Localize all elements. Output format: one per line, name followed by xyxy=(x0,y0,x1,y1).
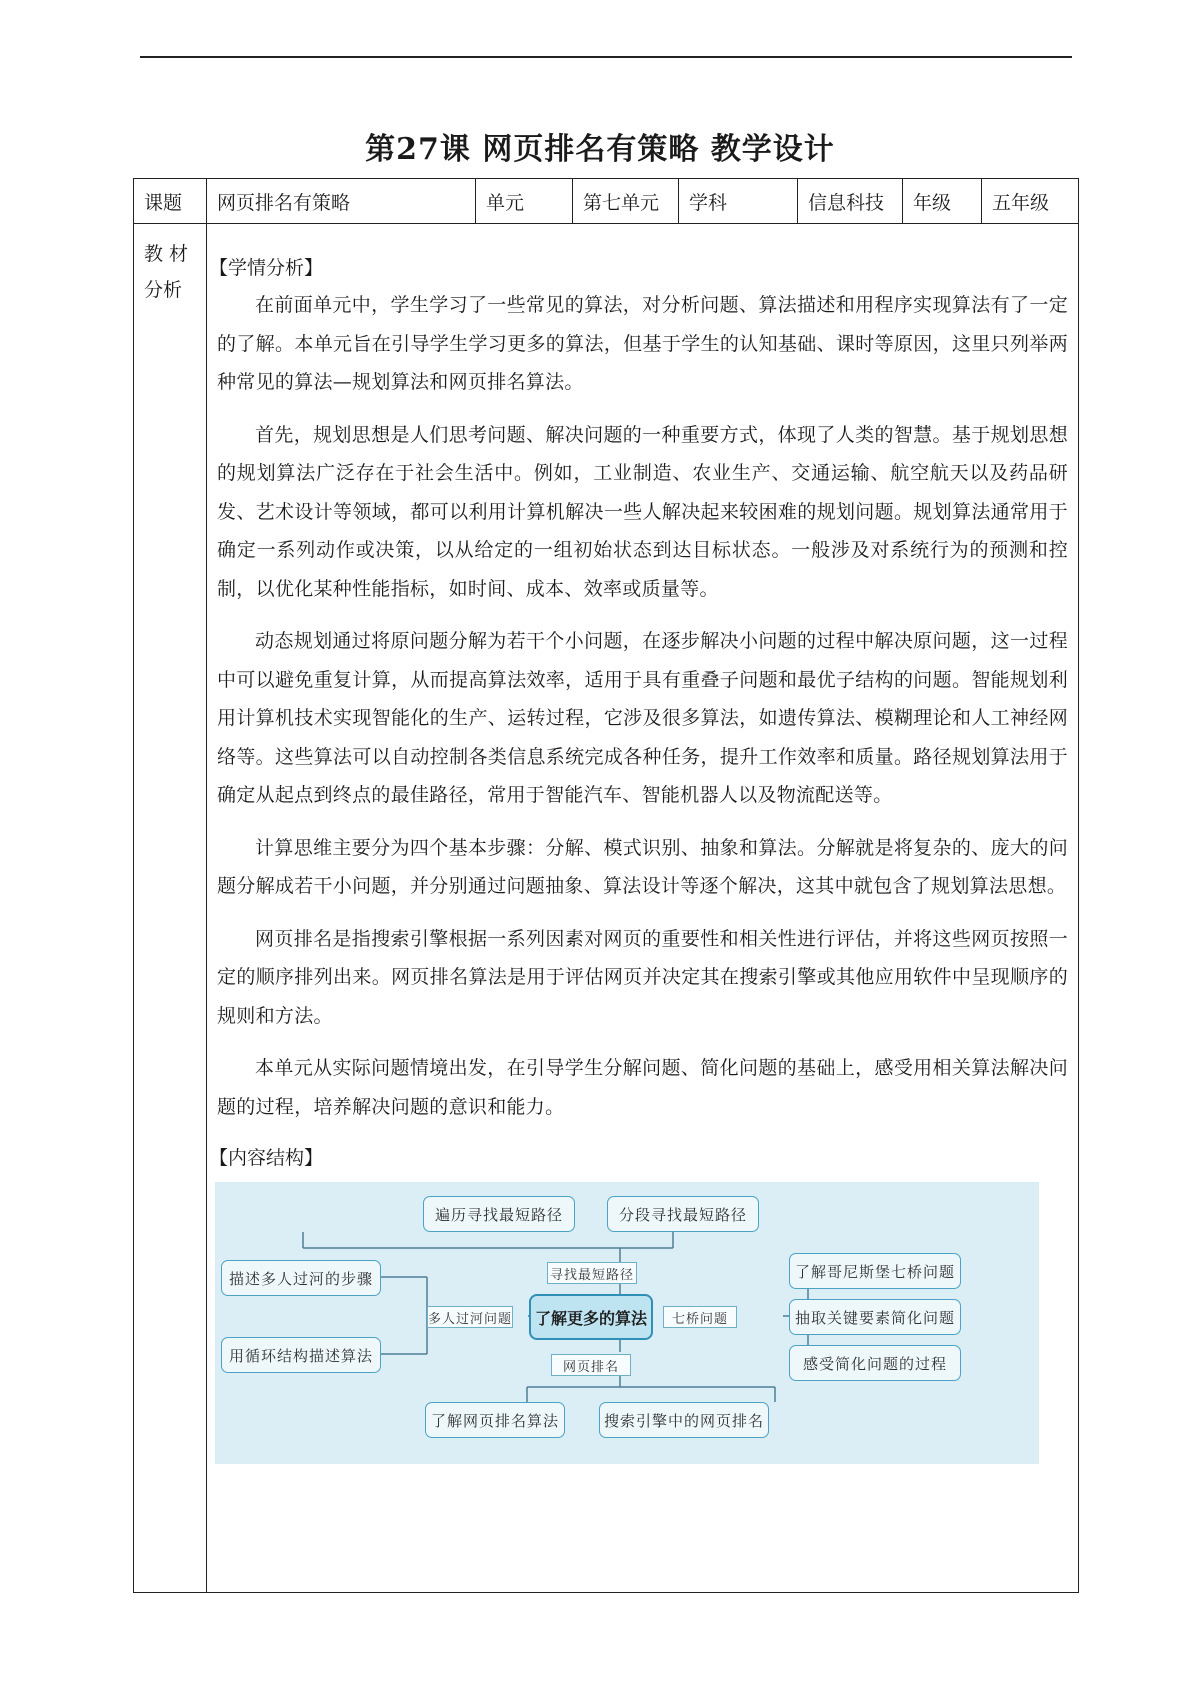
paragraph: 动态规划通过将原问题分解为若干个小问题，在逐步解决小问题的过程中解决原问题，这一过程中可以避免重复计算，从而提高算法效率，适用于具有重叠子问题和最优子结构的问题。智能规划利用计算机技术实现智能化的生产、运转过程，它涉及很多算法，如遗传算法、模糊理论和人工神经网络等。这些算法可以自动控制各类信息系统完成各种任务，提升工作效率和质量。路径规划算法用于确定从起点到终点的最佳路径，常用于智能汽车、智能机器人以及物流配送等。 xyxy=(217,630,1068,806)
label-unit: 单元 xyxy=(476,179,573,224)
label-grade: 年级 xyxy=(903,179,982,224)
mindmap-node-simplify-process: 感受简化问题的过程 xyxy=(789,1345,961,1381)
content-row xyxy=(134,224,1079,1593)
paragraph: 在前面单元中，学生学习了一些常见的算法，对分析问题、算法描述和用程序实现算法有了一定的了解。本单元旨在引导学生学习更多的算法，但基于学生的认知基础、课时等原因，这里只列举两种常见的算法—规划算法和网页排名算法。 xyxy=(217,294,1068,393)
paragraph: 计算思维主要分为四个基本步骤：分解、模式识别、抽象和算法。分解就是将复杂的、庞大的问题分解成若干小问题，并分别通过问题抽象、算法设计等逐个解决，这其中就包含了规划算法思想。 xyxy=(217,836,1068,897)
section-heading-content-structure: 【内容结构】 xyxy=(209,1147,324,1169)
analysis-content xyxy=(207,224,1079,1593)
mindmap-node-traverse-shortest-path: 遍历寻找最短路径 xyxy=(423,1196,575,1232)
value-grade: 五年级 xyxy=(982,179,1079,224)
label-topic: 课题 xyxy=(134,179,207,224)
label-subject: 学科 xyxy=(679,179,798,224)
mindmap-label-page-rank: 网页排名 xyxy=(551,1354,631,1376)
document-title: 第27课 网页排名有策略 教学设计 xyxy=(365,132,835,167)
section-heading-learner-analysis: 【学情分析】 xyxy=(209,257,324,279)
mindmap-center-node: 了解更多的算法 xyxy=(529,1294,653,1340)
analysis-label-line1: 教 材 xyxy=(144,243,189,265)
mindmap-node-loop-structure: 用循环结构描述算法 xyxy=(221,1337,381,1373)
paragraph: 本单元从实际问题情境出发，在引导学生分解问题、简化问题的基础上，感受用相关算法解决问题的过程，培养解决问题的意识和能力。 xyxy=(217,1057,1068,1118)
content-structure-mindmap xyxy=(215,1182,1039,1464)
mindmap-node-key-elements: 抽取关键要素简化问题 xyxy=(789,1299,961,1335)
value-topic: 网页排名有策略 xyxy=(207,179,476,224)
paragraph: 首先，规划思想是人们思考问题、解决问题的一种重要方式，体现了人类的智慧。基于规划思想的规划算法广泛存在于社会生活中。例如，工业制造、农业生产、交通运输、航空航天以及药品研发、艺术设计等领域，都可以利用计算机解决一些人解决起来较困难的规划问题。规划算法通常用于确定一系列动作或决策，以从给定的一组初始状态到达目标状态。一般涉及对系统行为的预测和控制，以优化某种性能指标，如时间、成本、效率或质量等。 xyxy=(217,423,1068,600)
value-subject: 信息科技 xyxy=(798,179,903,224)
mindmap-node-konigsberg: 了解哥尼斯堡七桥问题 xyxy=(789,1253,961,1289)
value-unit: 第七单元 xyxy=(573,179,679,224)
mindmap-label-find-shortest-path: 寻找最短路径 xyxy=(547,1262,637,1284)
analysis-label-line2: 分析 xyxy=(144,279,183,301)
mindmap-node-describe-river-steps: 描述多人过河的步骤 xyxy=(221,1260,381,1296)
mindmap-label-seven-bridges: 七桥问题 xyxy=(663,1306,737,1328)
header-rule xyxy=(140,56,1072,58)
header-row xyxy=(134,179,1079,224)
mindmap-node-segment-shortest-path: 分段寻找最短路径 xyxy=(607,1196,759,1232)
mindmap-node-page-rank-algorithm: 了解网页排名算法 xyxy=(425,1402,565,1438)
mindmap-node-search-engine-ranking: 搜索引擎中的网页排名 xyxy=(599,1402,769,1438)
mindmap-label-river-crossing: 多人过河问题 xyxy=(427,1306,513,1328)
paragraph: 网页排名是指搜索引擎根据一系列因素对网页的重要性和相关性进行评估，并将这些网页按照一定的顺序排列出来。网页排名算法是用于评估网页并决定其在搜索引擎或其他应用软件中呈现顺序的规则和方法。 xyxy=(217,927,1068,1027)
analysis-label xyxy=(134,224,207,1593)
lesson-table xyxy=(133,178,1079,1593)
